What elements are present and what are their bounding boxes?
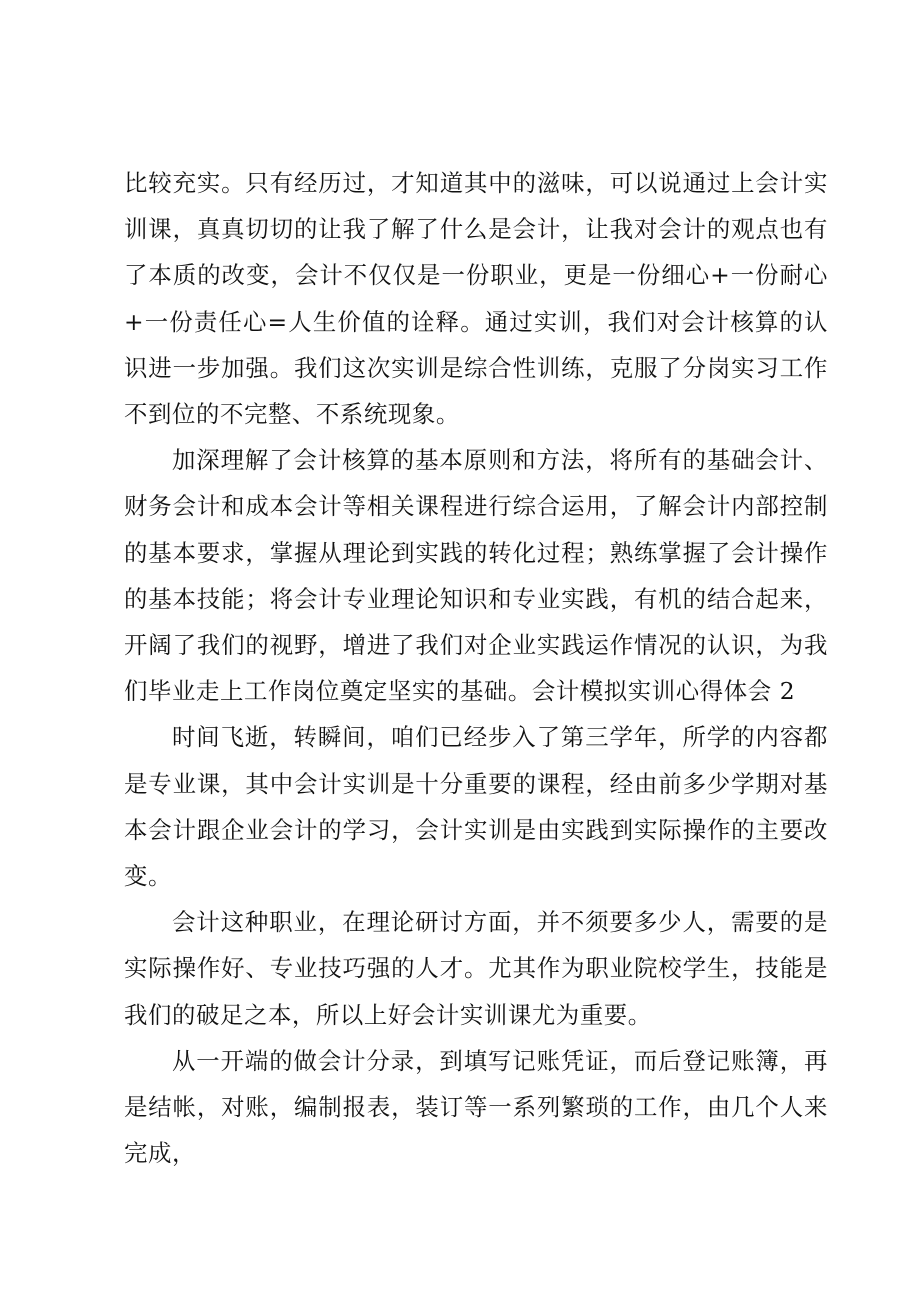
document-body <box>124 160 828 1176</box>
paragraph-5: 从一开端的做会计分录，到填写记账凭证，而后登记账簿，再是结帐，对账，编制报表，装订等一系列繁琐的工作，由几个人来完成， <box>124 1046 828 1168</box>
paragraph-2: 加深理解了会计核算的基本原则和方法，将所有的基础会计、财务会计和成本会计等相关课程进行综合运用，了解会计内部控制的基本要求，掌握从理论到实践的转化过程；熟练掌握了会计操作的基本技能；将会计专业理论知识和专业实践，有机的结合起来，开阔了我们的视野，增进了我们对企业实践运作情况的认识，为我们毕业走上工作岗位奠定坚实的基础。会计模拟实训心得体会 2 <box>124 446 828 706</box>
paragraph-4: 会计这种职业，在理论研讨方面，并不须要多少人，需要的是实际操作好、专业技巧强的人才。尤其作为职业院校学生，技能是我们的破足之本，所以上好会计实训课尤为重要。 <box>124 908 828 1029</box>
paragraph-1: 比较充实。只有经历过，才知道其中的滋味，可以说通过上会计实训课，真真切切的让我了解了什么是会计，让我对会计的观点也有了本质的改变，会计不仅仅是一份职业，更是一份细心+一份耐心+一份责任心=人生价值的诠释。通过实训，我们对会计核算的认识进一步加强。我们这次实训是综合性训练，克服了分岗实习工作不到位的不完整、不系统现象。 <box>124 169 828 429</box>
paragraph-3: 时间飞逝，转瞬间，咱们已经步入了第三学年，所学的内容都是专业课，其中会计实训是十分重要的课程，经由前多少学期对基本会计跟企业会计的学习，会计实训是由实践到实际操作的主要改变。 <box>124 723 828 891</box>
